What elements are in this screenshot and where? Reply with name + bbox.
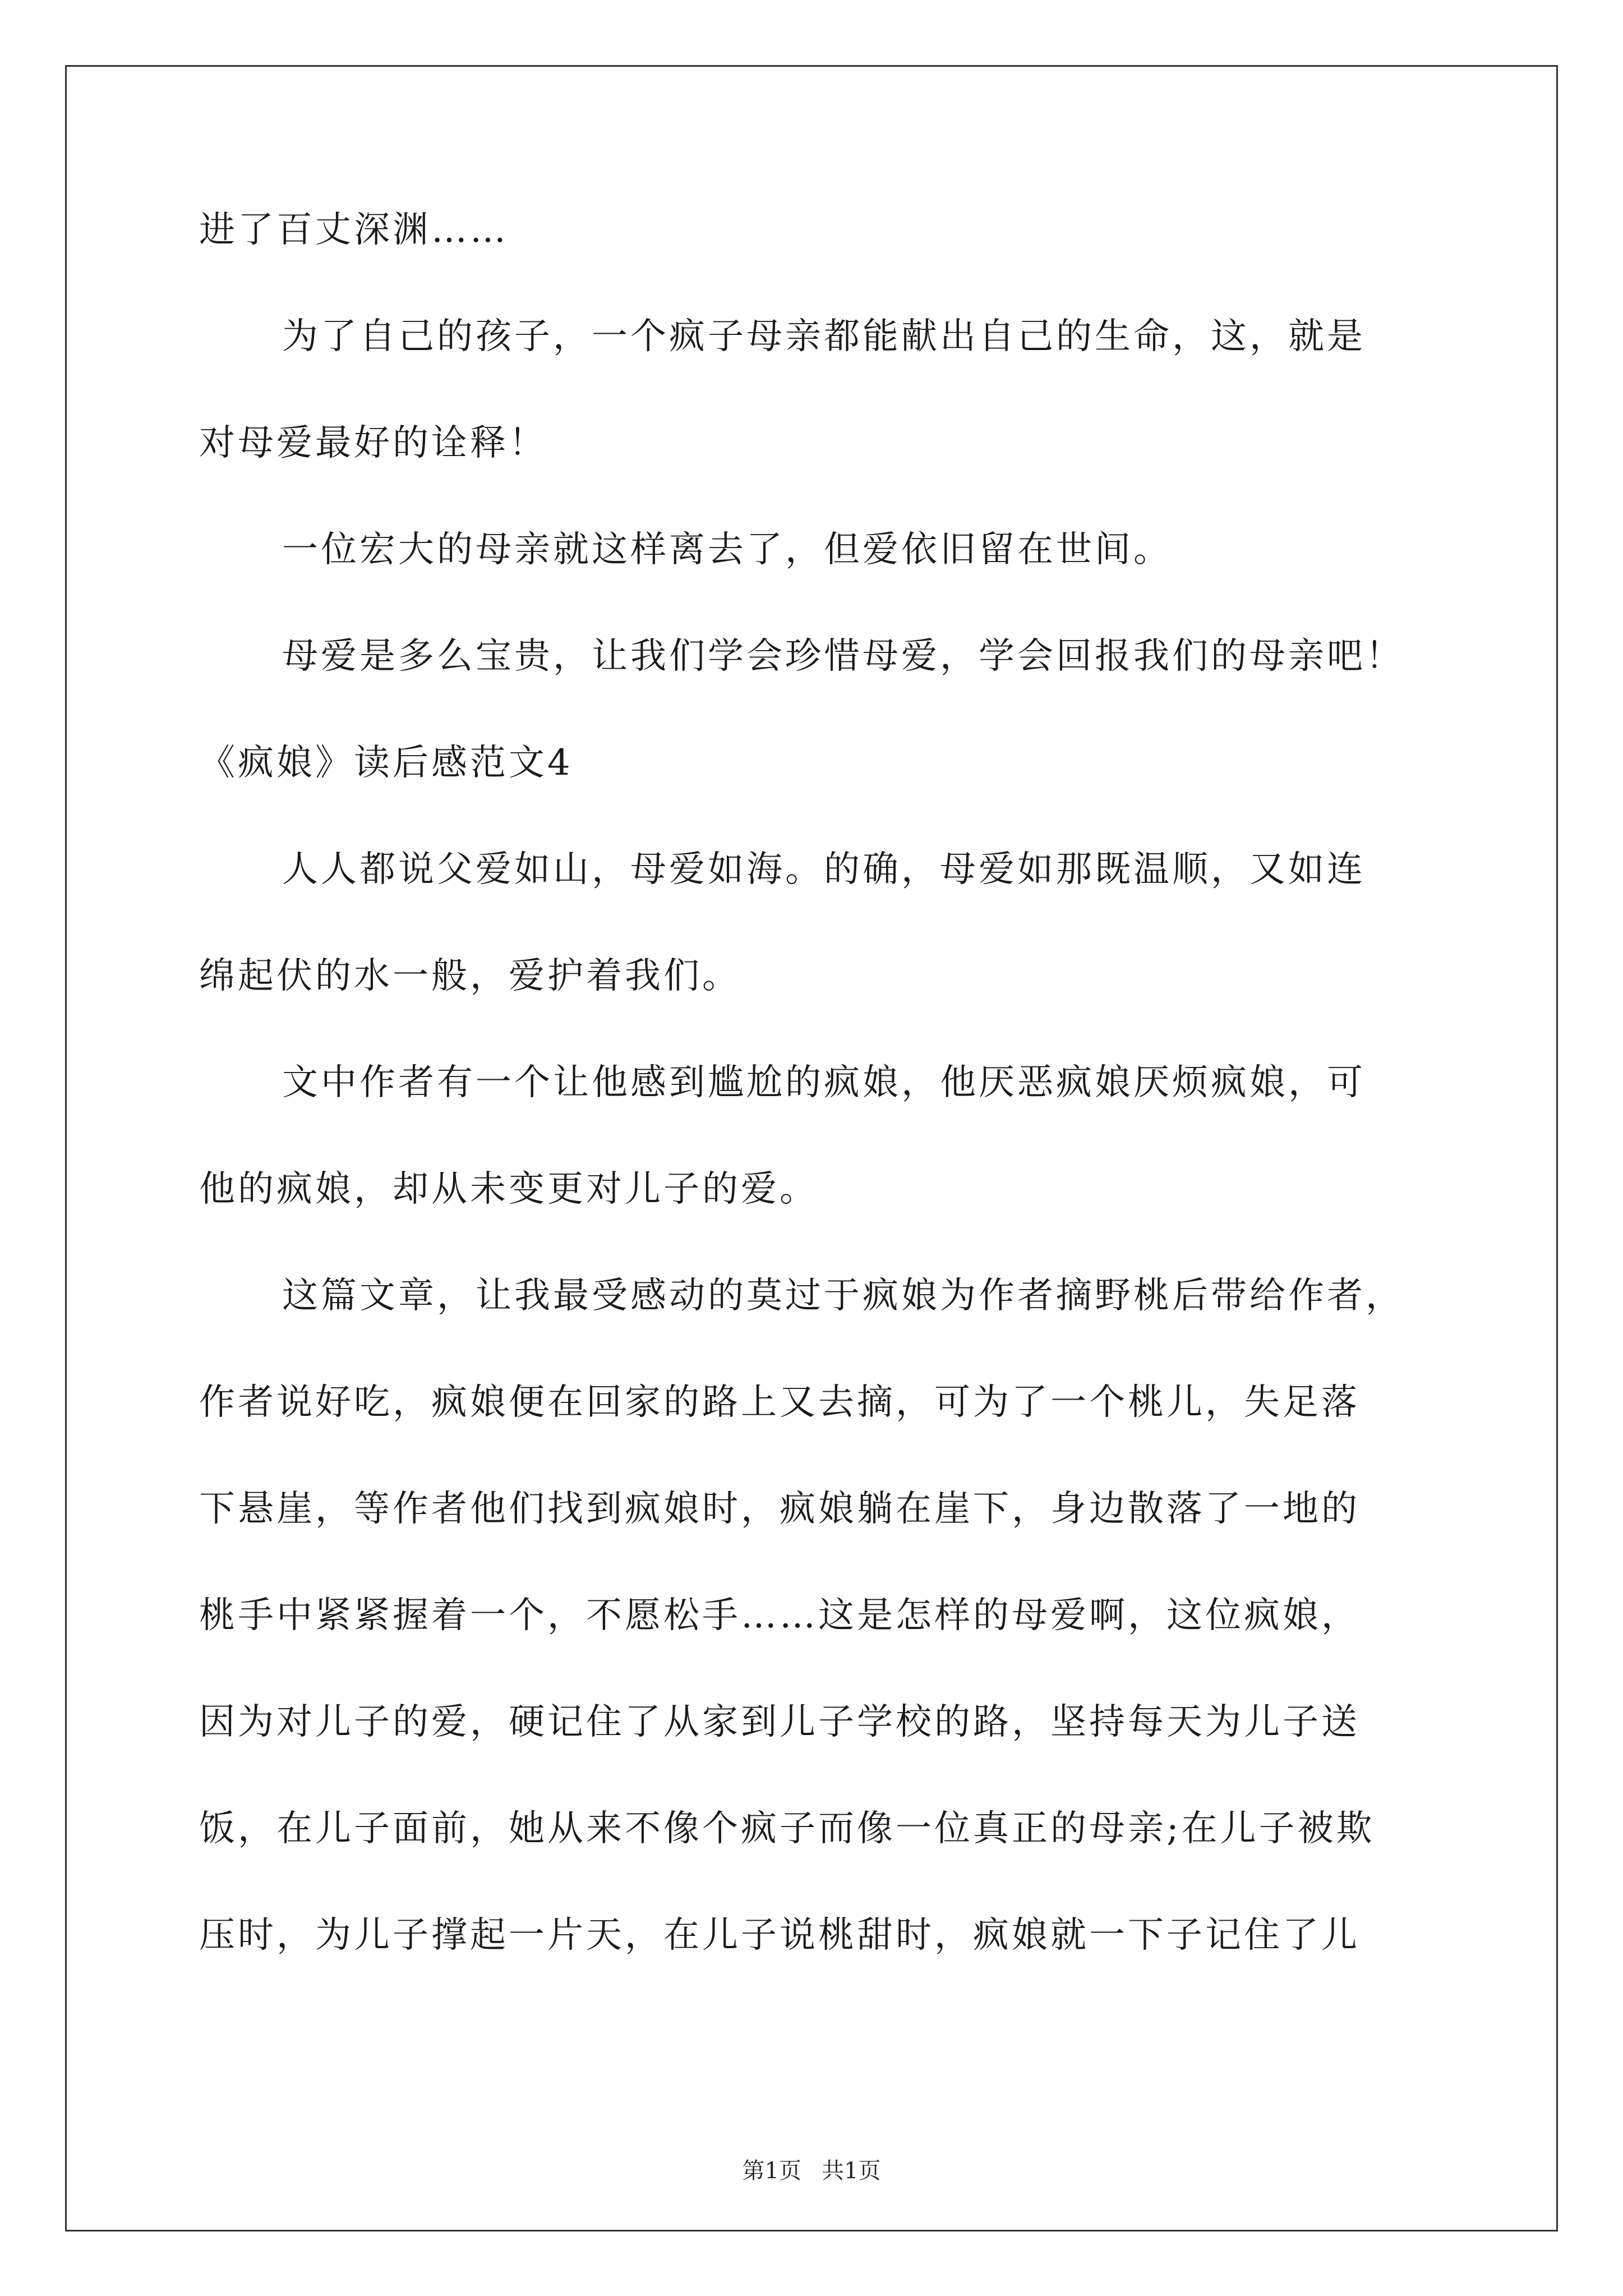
text-line: 文中作者有一个让他感到尴尬的疯娘，他厌恶疯娘厌烦疯娘，可: [282, 1062, 1366, 1103]
text-line: 压时，为儿子撑起一片天，在儿子说桃甜时，疯娘就一下子记住了儿: [199, 1915, 1360, 1956]
text-line: 作者说好吃，疯娘便在回家的路上又去摘，可为了一个桃儿，失足落: [199, 1382, 1360, 1423]
text-line: 为了自己的孩子，一个疯子母亲都能献出自己的生命，这，就是: [282, 316, 1366, 357]
text-line: 饭，在儿子面前，她从来不像个疯子而像一位真正的母亲;在儿子被欺: [199, 1808, 1375, 1849]
text-line: 这篇文章，让我最受感动的莫过于疯娘为作者摘野桃后带给作者，: [282, 1275, 1404, 1317]
text-line: 下悬崖，等作者他们找到疯娘时，疯娘躺在崖下，身边散落了一地的: [199, 1488, 1360, 1530]
text-line: 一位宏大的母亲就这样离去了，但爱依旧留在世间。: [282, 529, 1172, 570]
text-line: 人人都说父爱如山，母爱如海。的确，母爱如那既温顺，又如连: [282, 849, 1366, 890]
text-line: 绵起伏的水一般，爱护着我们。: [199, 955, 741, 997]
text-line: 进了百丈深渊……: [199, 209, 509, 251]
text-line: 因为对儿子的爱，硬记住了从家到儿子学校的路，坚持每天为儿子送: [199, 1701, 1360, 1743]
page-total: 共1页: [822, 2158, 881, 2184]
text-line: 桃手中紧紧握着一个，不愿松手……这是怎样的母爱啊，这位疯娘，: [199, 1595, 1360, 1636]
text-line: 他的疯娘，却从未变更对儿子的爱。: [199, 1168, 818, 1210]
page-footer: [0, 2154, 1623, 2188]
page-number: 第1页: [742, 2158, 801, 2184]
text-line: 母爱是多么宝贵，让我们学会珍惜母爱，学会回报我们的母亲吧！: [282, 636, 1404, 677]
text-line: 对母爱最好的诠释！: [199, 422, 547, 464]
section-heading: 《疯娘》读后感范文4: [199, 742, 573, 784]
